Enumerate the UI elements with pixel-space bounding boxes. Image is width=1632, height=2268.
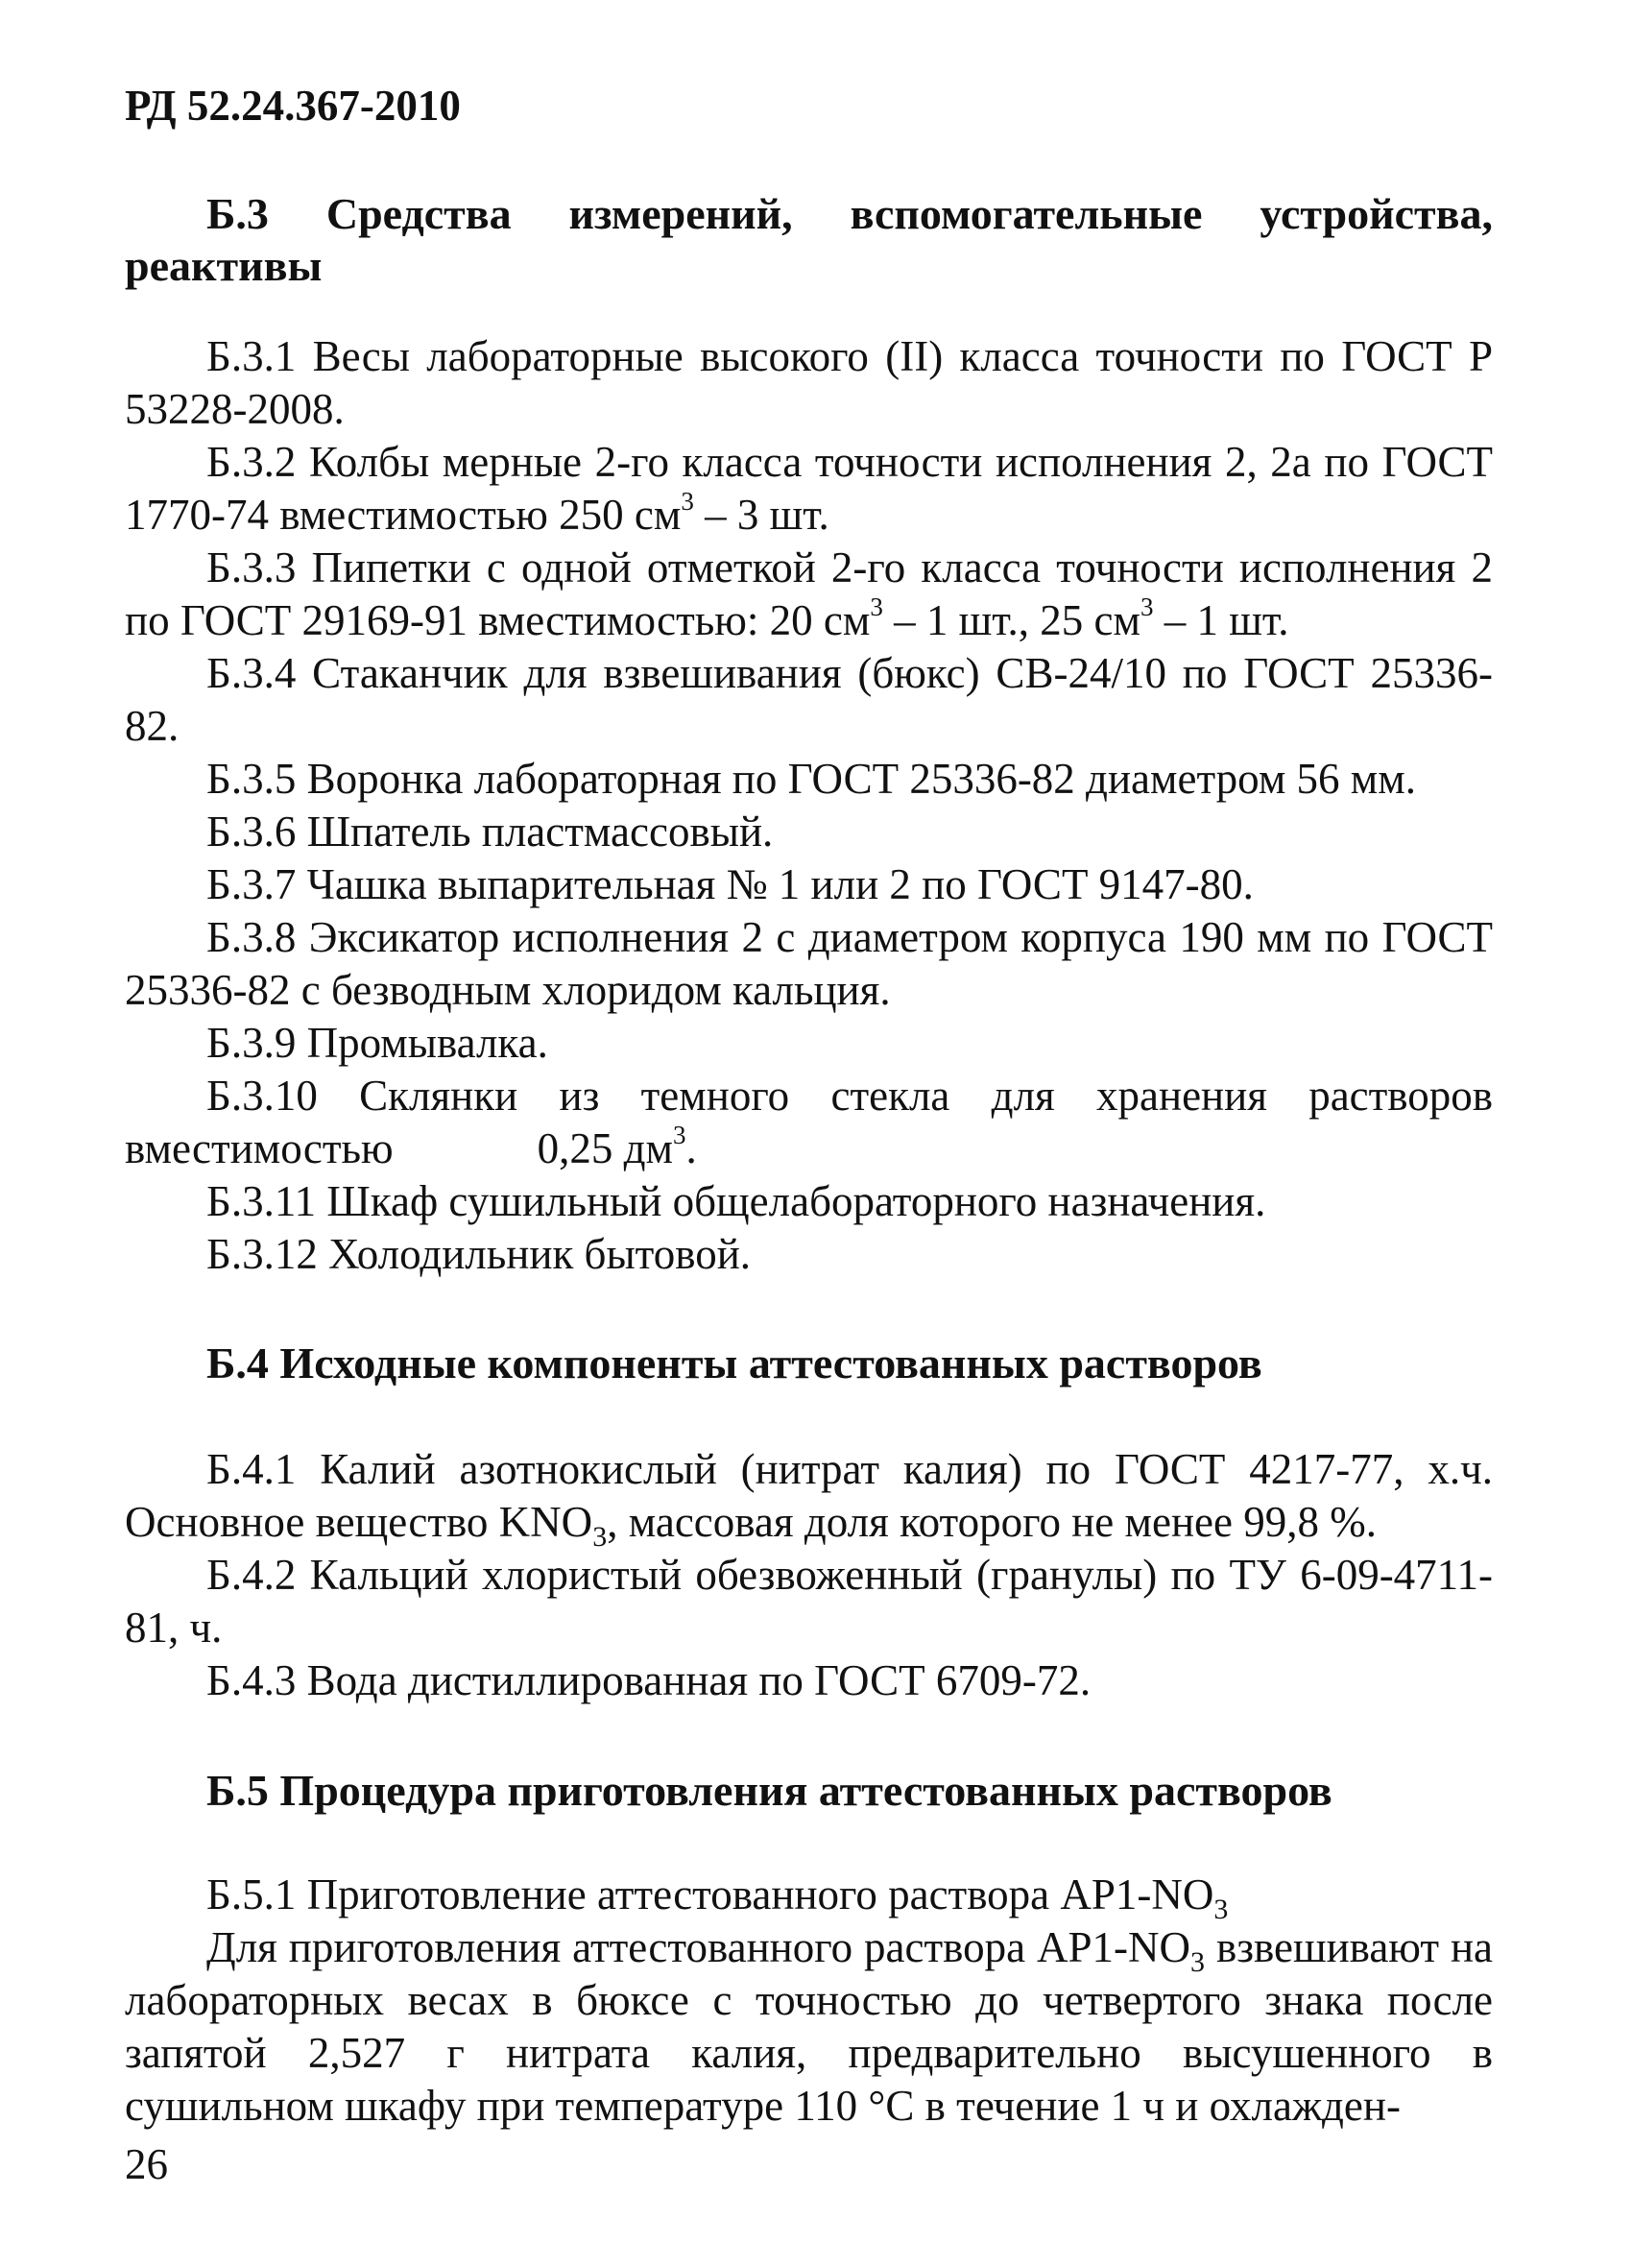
item-b3-7: Б.3.7 Чашка выпарительная № 1 или 2 по ГОСТ 9147-80. [206, 860, 1254, 908]
item-b3-2: Б.3.2 Колбы мерные 2-го класса точности исполнения 2, 2а по ГОСТ 1770-74 вместимостью 250 $см^3 - 3$ шт. [125, 438, 1493, 539]
item-b4-1: Б.4.1 Калий азотнокислый (нитрат калия) по ГОСТ 4217-77, х.ч. Основное вещество $KNO_3$, массовая доля которого не менее 99,8 %. [125, 1445, 1493, 1553]
item-b3-6: Б.3.6 Шпатель пластмассовый. [206, 808, 774, 856]
item-b3-3: Б.3.3 Пипетки с одной отметкой 2-го класса точности исполнения 2 по ГОСТ 29169-91 вместимостью: 20 $см^3 - 1$ шт., 25 $см^3 - 1$ шт. [125, 543, 1493, 644]
item-b5-1-text: Для приготовления аттестованного раствора $АР1-NO_3$ взвешивают на лабораторных весах в бюксе с точностью до четвертого знака после запятой 2,527 г нитрата калия, предварительно высушенного в сушильном шкафу при температуре 110 °С в течение 1 ч и охлажден- [125, 1923, 1493, 2130]
item-b5-1: Б.5.1 Приготовление аттестованного раствора $АР1-NO_3$ [206, 1870, 1229, 1925]
page-number: 26 [125, 2140, 168, 2188]
section-b3-title-line1: Б.3 Средства измерений, вспомогательные устройства, [206, 189, 1493, 238]
item-b4-2: Б.4.2 Кальций хлористый обезвоженный (гранулы) по ТУ 6-09-4711-81, ч. [125, 1551, 1493, 1652]
item-b3-5: Б.3.5 Воронка лабораторная по ГОСТ 25336-82 диаметром 56 мм. [206, 755, 1416, 803]
item-b3-12: Б.3.12 Холодильник бытовой. [206, 1230, 752, 1278]
section-b5-title: Б.5 Процедура приготовления аттестованных растворов [206, 1766, 1332, 1815]
section-b3-title-line2: реактивы [125, 241, 323, 290]
item-b4-3: Б.4.3 Вода дистиллированная по ГОСТ 6709-72. [206, 1656, 1092, 1704]
item-b3-10: Б.3.10 Склянки из темного стекла для хранения растворов вместимостью 0,25 $дм^3$. [125, 1072, 1493, 1172]
document-code: РД 52.24.367-2010 [125, 82, 461, 130]
item-b3-4: Б.3.4 Стаканчик для взвешивания (бюкс) СВ-24/10 по ГОСТ 25336-82. [125, 649, 1493, 750]
section-b4-title: Б.4 Исходные компоненты аттестованных растворов [206, 1339, 1262, 1387]
item-b3-11: Б.3.11 Шкаф сушильный общелабораторного назначения. [206, 1177, 1266, 1225]
item-b3-1: Б.3.1 Весы лабораторные высокого (II) класса точности по ГОСТ Р 53228-2008. [125, 332, 1493, 433]
item-b3-9: Б.3.9 Промывалка. [206, 1019, 548, 1067]
item-b3-8: Б.3.8 Эксикатор исполнения 2 с диаметром корпуса 190 мм по ГОСТ 25336-82 с безводным хлоридом кальция. [125, 913, 1493, 1014]
